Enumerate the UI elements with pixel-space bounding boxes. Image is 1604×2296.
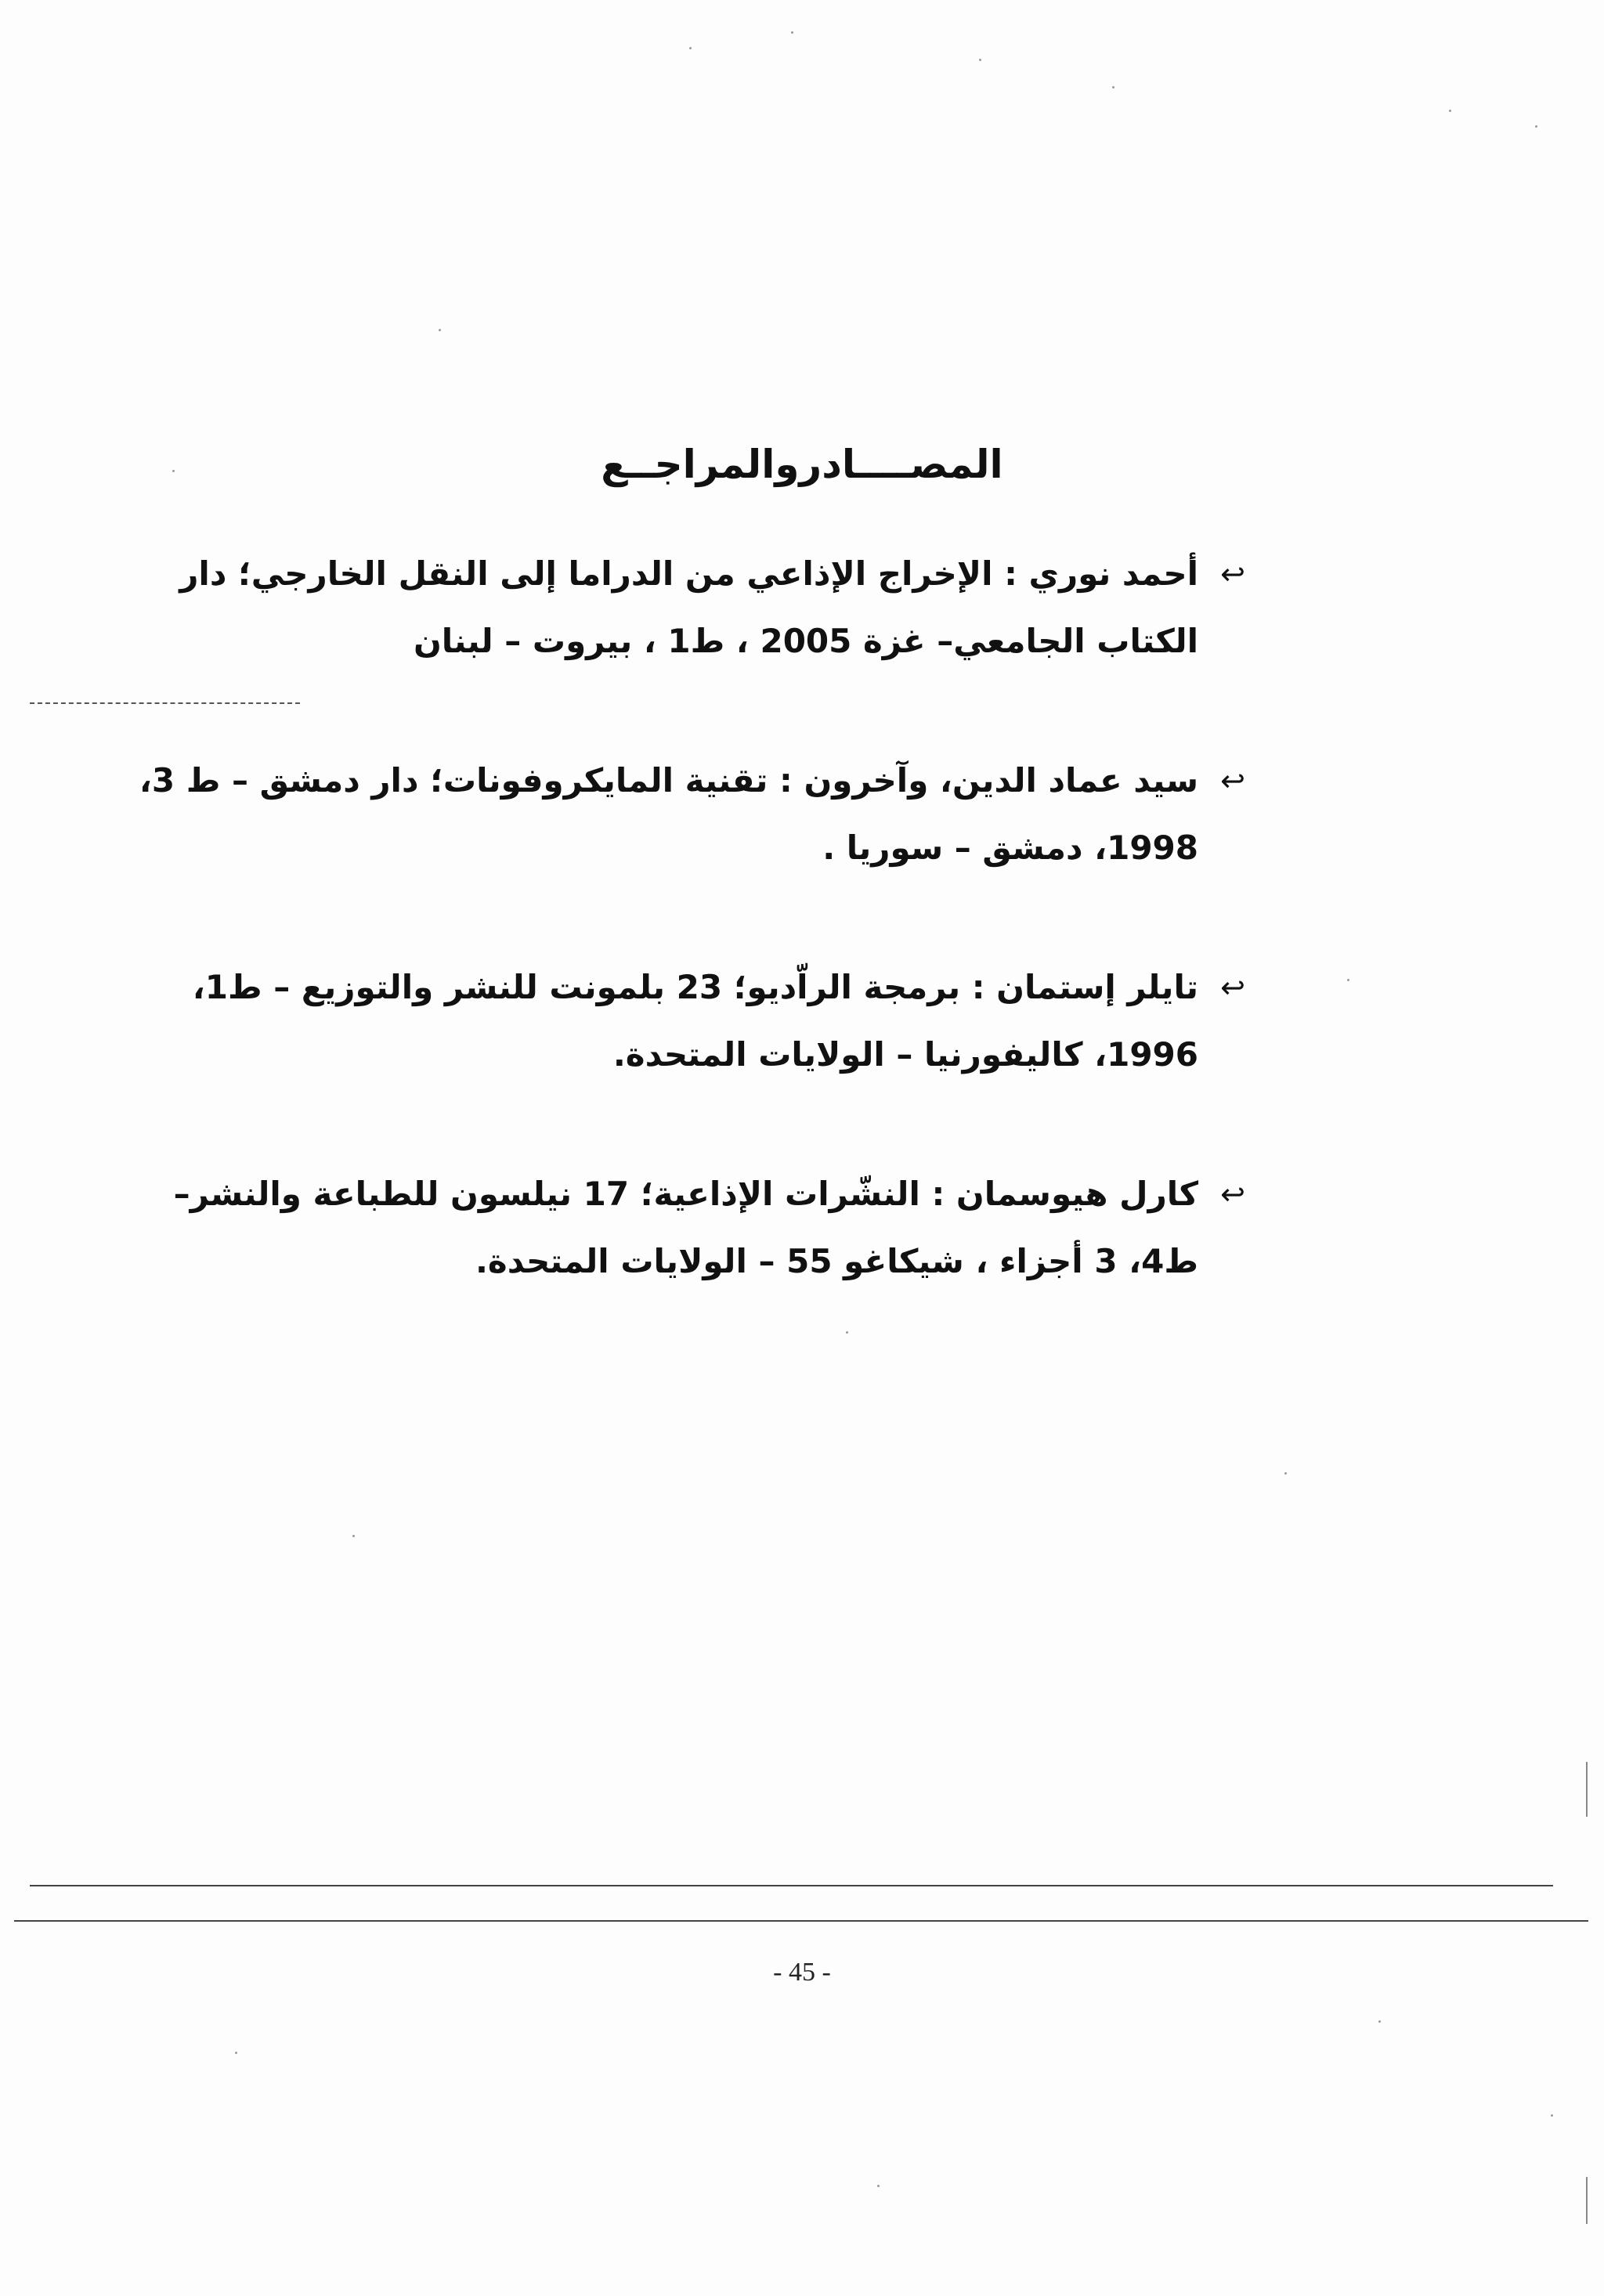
scan-edge-mark <box>1586 2177 1588 2224</box>
scan-speck <box>846 1331 848 1334</box>
reference-line: أحمد نوري : الإخراج الإذاعي من الدراما إلى النقل الخارجي؛ دار <box>179 554 1198 593</box>
reference-item <box>139 747 1245 882</box>
reference-item <box>179 540 1245 675</box>
scan-speck <box>1347 979 1349 981</box>
reference-line: كارل هيوسمان : النشّرات الإذاعية؛ 17 نيلسون للطباعة والنشر– <box>173 1175 1198 1213</box>
reference-line: 1998، دمشق – سوريا . <box>822 829 1198 867</box>
reference-list <box>139 540 1245 1367</box>
scan-speck <box>1551 2114 1553 2117</box>
reference-line: الكتاب الجامعي– غزة 2005 ، ط1 ، بيروت – لبنان <box>413 622 1198 660</box>
reference-line: 1996، كاليفورنيا – الولايات المتحدة. <box>612 1035 1198 1074</box>
footer-rule <box>14 1920 1588 1922</box>
scan-speck <box>877 2185 880 2187</box>
reference-item <box>173 1161 1245 1295</box>
page-number: - 45 - <box>773 1958 831 1987</box>
reference-line: تايلر إستمان : برمجة الراّديو؛ 23 بلمونت للنشر والتوزيع – ط1، <box>192 968 1198 1006</box>
scan-speck <box>979 59 981 61</box>
reference-item <box>192 954 1245 1088</box>
scan-speck <box>1378 2020 1381 2023</box>
return-arrow-icon: ↩ <box>1220 557 1245 591</box>
page-title: المصــــادروالمراجــع <box>601 441 1003 487</box>
footer-rule <box>30 1885 1553 1886</box>
scan-speck <box>1112 86 1114 88</box>
return-arrow-icon: ↩ <box>1220 764 1245 798</box>
return-arrow-icon: ↩ <box>1220 970 1245 1005</box>
scan-speck <box>439 329 441 331</box>
return-arrow-icon: ↩ <box>1220 1177 1245 1211</box>
scan-speck <box>235 2052 237 2054</box>
scan-speck <box>172 470 175 472</box>
scan-speck <box>1284 1472 1287 1475</box>
scan-edge-mark <box>1586 1762 1588 1817</box>
scan-speck <box>791 31 793 34</box>
scan-speck <box>352 1535 355 1537</box>
scan-speck <box>1449 110 1451 112</box>
reference-line: سيد عماد الدين، وآخرون : تقنية المايكروفونات؛ دار دمشق – ط 3، <box>139 761 1198 800</box>
reference-line: ط4، 3 أجزاء ، شيكاغو 55 – الولايات المتحدة. <box>475 1242 1198 1280</box>
scan-speck <box>689 47 692 49</box>
scan-speck <box>1535 125 1537 128</box>
